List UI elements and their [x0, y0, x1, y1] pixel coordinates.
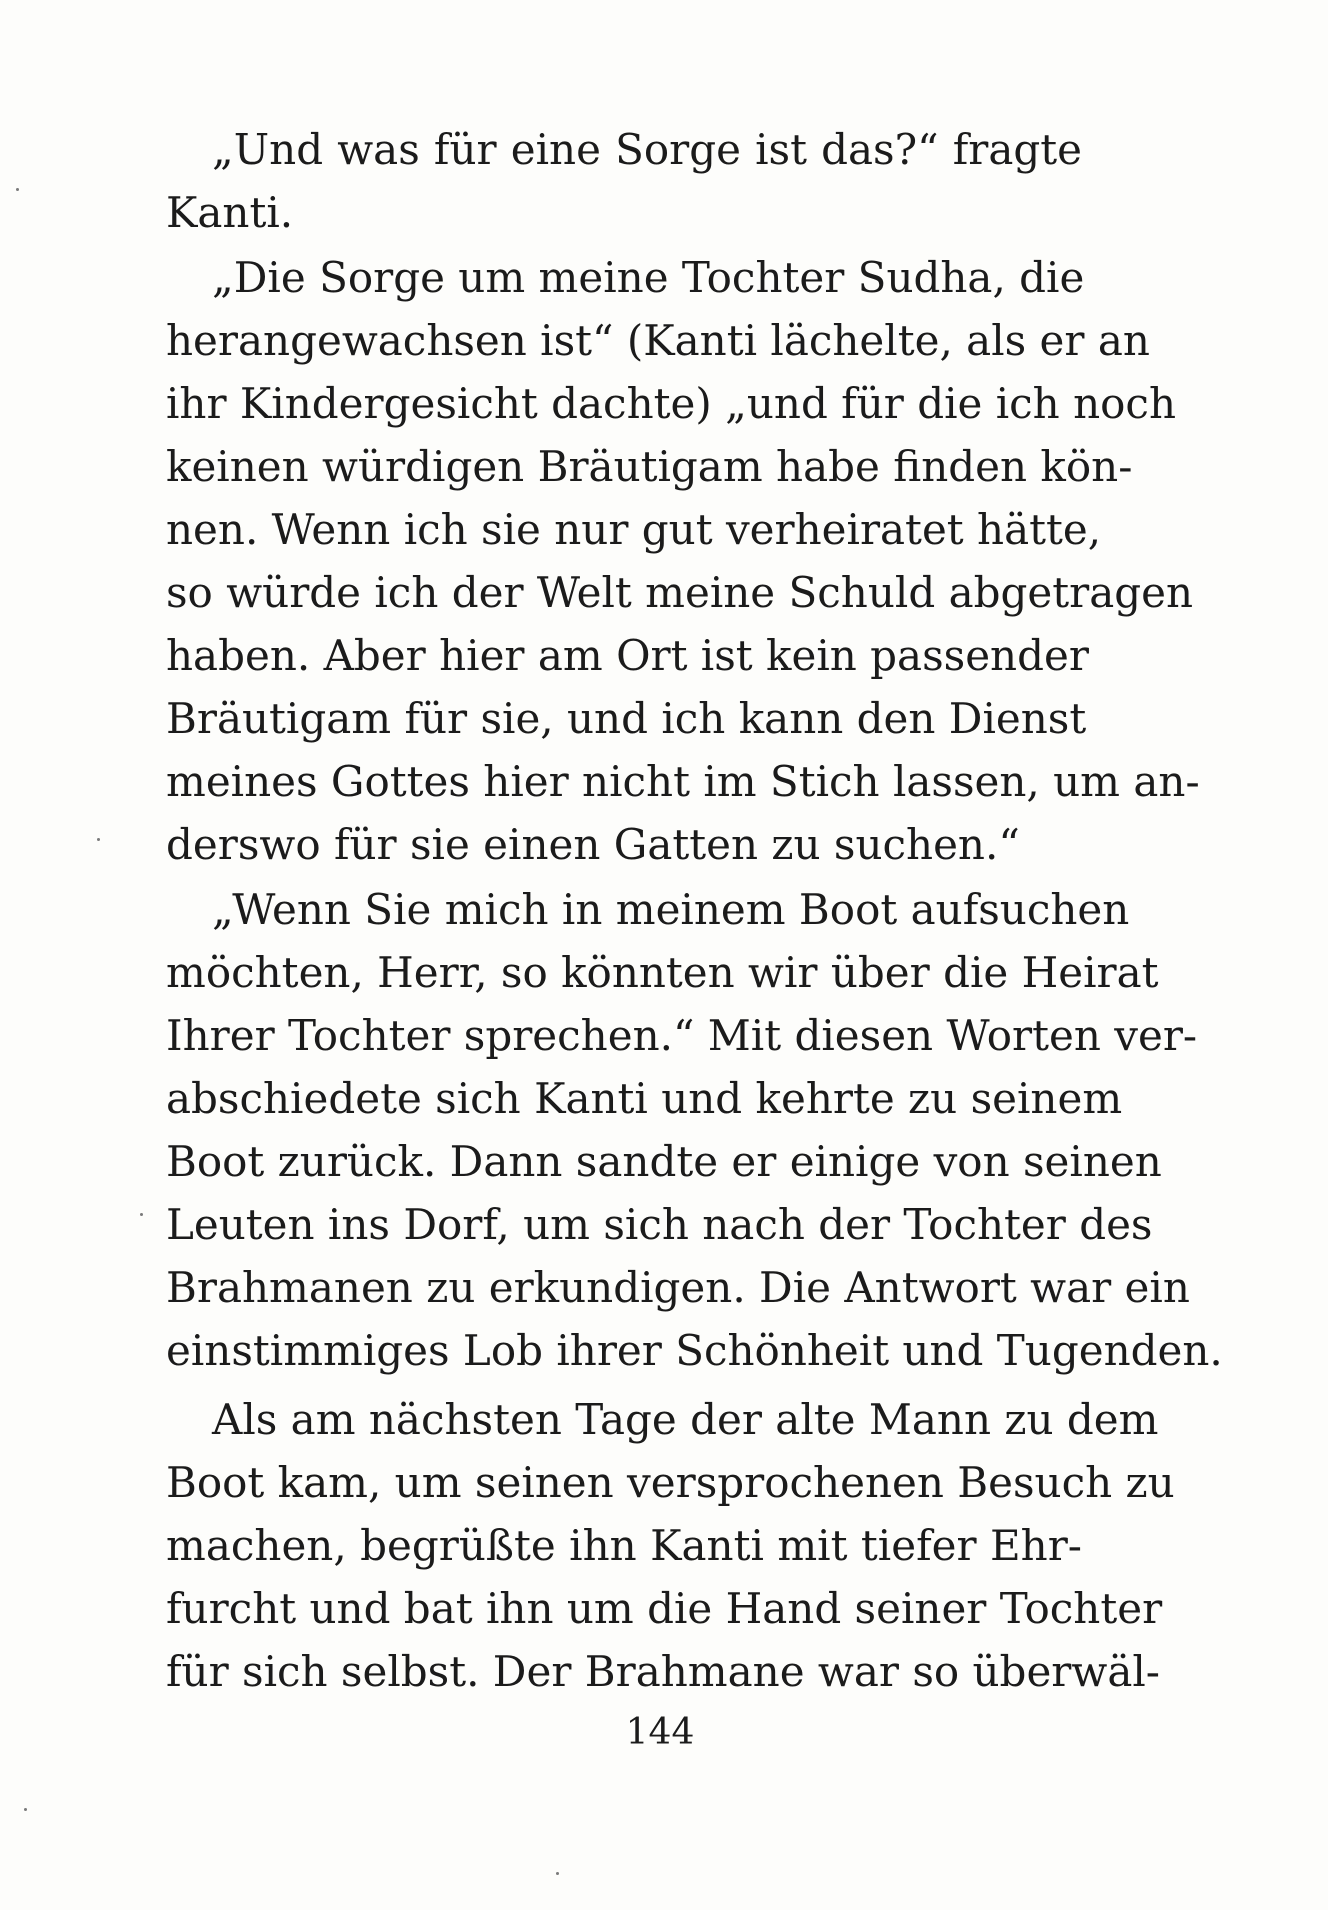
text-line: derswo für sie einen Gatten zu suchen.“: [166, 820, 1020, 869]
text-line: ihr Kindergesicht dachte) „und für die ich noch: [166, 379, 1176, 428]
text-line: einstimmiges Lob ihrer Schönheit und Tugenden.: [166, 1326, 1223, 1375]
text-line: meines Gottes hier nicht im Stich lassen, um an-: [166, 757, 1200, 806]
text-line: Brahmanen zu erkundigen. Die Antwort war ein: [166, 1263, 1190, 1312]
paragraph: [166, 1388, 1175, 1703]
text-line: für sich selbst. Der Brahmane war so überwäl-: [166, 1647, 1160, 1696]
text-line: Ihrer Tochter sprechen.“ Mit diesen Worten ver-: [166, 1011, 1198, 1060]
scan-speck: [16, 188, 19, 191]
text-line: Kanti.: [166, 188, 294, 237]
text-line: Boot kam, um seinen versprochenen Besuch zu: [166, 1458, 1175, 1507]
body-text: [166, 118, 1223, 1703]
text-line: nen. Wenn ich sie nur gut verheiratet hätte,: [166, 505, 1102, 554]
scan-speck: [97, 838, 100, 841]
scan-speck: [556, 1872, 559, 1875]
text-line: so würde ich der Welt meine Schuld abgetragen: [166, 568, 1194, 617]
paragraph: [166, 246, 1200, 876]
text-line: Als am nächsten Tage der alte Mann zu dem: [212, 1395, 1159, 1444]
text-line: möchten, Herr, so könnten wir über die Heirat: [166, 948, 1159, 997]
text-line: „Und was für eine Sorge ist das?“ fragte: [212, 125, 1082, 174]
paragraph: [166, 878, 1223, 1382]
text-line: „Wenn Sie mich in meinem Boot aufsuchen: [212, 885, 1130, 934]
text-line: „Die Sorge um meine Tochter Sudha, die: [212, 253, 1085, 302]
text-line: Bräutigam für sie, und ich kann den Dienst: [166, 694, 1087, 743]
scan-speck: [24, 1808, 27, 1811]
text-line: machen, begrüßte ihn Kanti mit tiefer Ehr-: [166, 1521, 1082, 1570]
text-line: furcht und bat ihn um die Hand seiner Tochter: [166, 1584, 1163, 1633]
text-line: Boot zurück. Dann sandte er einige von seinen: [166, 1137, 1162, 1186]
text-line: Leuten ins Dorf, um sich nach der Tochter des: [166, 1200, 1153, 1249]
paragraph: [166, 118, 1082, 244]
text-line: herangewachsen ist“ (Kanti lächelte, als er an: [166, 316, 1150, 365]
page-number: 144: [625, 1712, 695, 1753]
text-line: keinen würdigen Bräutigam habe finden kön-: [166, 442, 1133, 491]
scan-speck: [140, 1213, 143, 1216]
text-line: abschiedete sich Kanti und kehrte zu seinem: [166, 1074, 1123, 1123]
text-line: haben. Aber hier am Ort ist kein passender: [166, 631, 1089, 680]
